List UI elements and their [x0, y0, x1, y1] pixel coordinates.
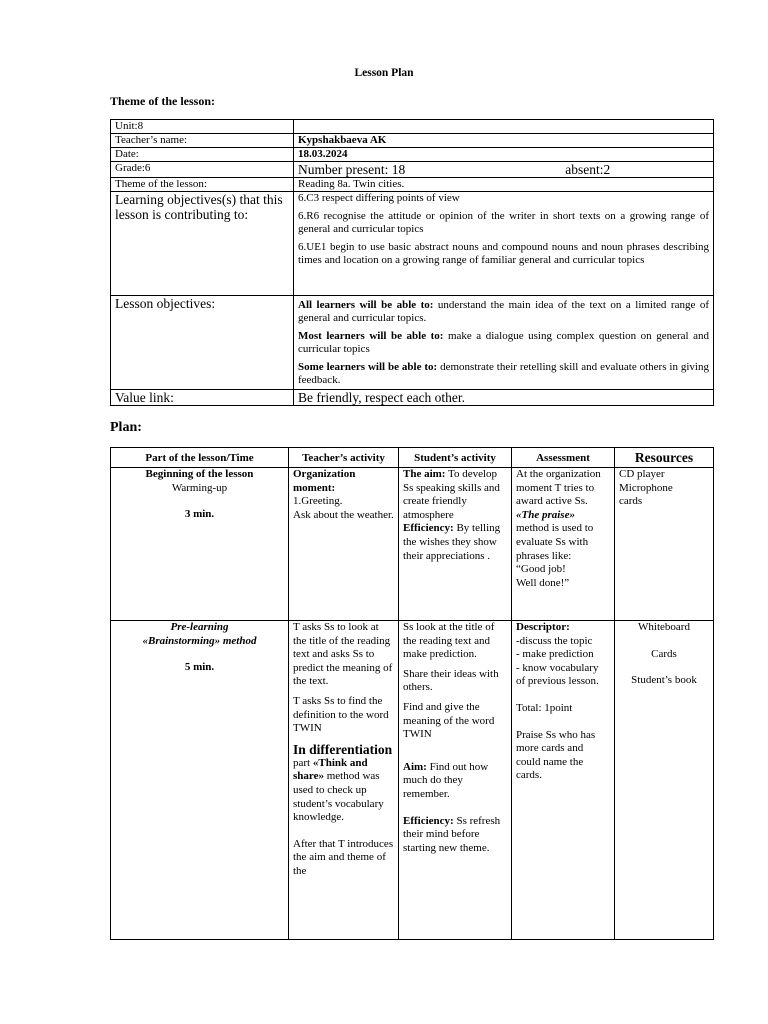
aim-label: Aim: — [403, 760, 427, 773]
plan-row-beginning — [111, 468, 714, 621]
resources-cell — [615, 468, 714, 621]
theme-row — [111, 178, 714, 192]
col-header-assessment: Assessment — [512, 448, 615, 468]
student-aim — [403, 468, 507, 522]
part-title: Beginning of the lesson — [145, 468, 254, 480]
student-efficiency — [403, 522, 507, 563]
teacher-activity-cell — [289, 621, 399, 940]
part-title: Pre-learning — [170, 621, 229, 633]
resource-item: Whiteboard — [638, 621, 690, 633]
objective-item: 6.UE1 begin to use basic abstract nouns and compound nouns and noun phrases describing times and location on a growing range of familiar general and curricular topics — [298, 241, 709, 266]
assessment-cell — [512, 621, 615, 940]
teacher-paragraph: After that T introduces the aim and theme of the — [293, 837, 394, 877]
all-learners — [298, 299, 709, 325]
lesson-info-table — [110, 119, 714, 406]
most-learners — [298, 330, 709, 356]
descriptor-item: - know vocabulary of previous lesson. — [516, 661, 599, 688]
most-learners-text: make a dialogue using complex question on general and curricular topics — [298, 330, 709, 355]
resource-item: Cards — [651, 647, 677, 660]
student-paragraph: Share their ideas with others. — [403, 667, 499, 694]
col-header-student: Student’s activity — [399, 448, 512, 468]
resource-item: Microphone — [619, 481, 673, 494]
part-cell — [111, 621, 289, 940]
grade-row — [111, 162, 714, 178]
plan-heading: Plan: — [110, 420, 142, 435]
part-subtitle: «Brainstorming» method — [142, 634, 257, 647]
date-row — [111, 148, 714, 162]
theme-label: Theme of the lesson: — [111, 178, 294, 192]
plan-row-pre-learning — [111, 621, 714, 940]
efficiency-text: Ss refresh their mind before starting new theme. — [403, 814, 501, 854]
resource-item: cards — [619, 495, 643, 508]
assessment-quote: “Good job! — [516, 563, 566, 576]
aim-text: Find out how much do they remember. — [403, 760, 489, 800]
aim-text: To develop Ss speaking skills and create friendly atmosphere — [403, 468, 500, 521]
all-learners-label: All learners will be able to: — [298, 299, 434, 311]
praise-note: Praise Ss who has more cards and could name the cards. — [516, 728, 596, 782]
theme-heading: Theme of the lesson: — [110, 94, 215, 108]
assessment-cell — [512, 468, 615, 621]
efficiency-label: Efficiency: — [403, 814, 454, 827]
part-time: 3 min. — [184, 508, 215, 521]
efficiency-label: Efficiency: — [403, 522, 454, 535]
assessment-quote: Well done!” — [516, 576, 570, 589]
lesson-objectives-cell — [294, 296, 714, 390]
student-activity-cell — [399, 621, 512, 940]
student-efficiency — [403, 815, 507, 856]
part-cell — [111, 468, 289, 621]
grade-label: Grade:6 — [111, 162, 294, 178]
plan-table — [110, 447, 714, 940]
think-share-method: «Think and share» — [293, 756, 368, 783]
student-paragraph: Ss look at the title of the reading text and make prediction. — [403, 621, 495, 661]
teacher-paragraph: T asks Ss to look at the title of the reading text and asks Ss to predict the meaning of the text. — [293, 621, 393, 688]
assessment-text: At the organization moment T tries to award active Ss. «The praise» method is used to evaluate Ss with phrases like: — [516, 468, 601, 562]
value-link-row — [111, 390, 714, 406]
learning-objectives-label: Learning objectives(s) that this lesson is contributing to: — [111, 192, 294, 296]
lesson-objectives-label: Lesson objectives: — [111, 296, 294, 390]
learning-objectives-cell — [294, 192, 714, 296]
absent-count: absent:2 — [565, 162, 611, 177]
teacher-label: Teacher’s name: — [111, 134, 294, 148]
teacher-row — [111, 134, 714, 148]
date-label: Date: — [111, 148, 294, 162]
teacher-activity-cell — [289, 468, 399, 621]
value-link-text: Be friendly, respect each other. — [294, 390, 714, 406]
teacher-value: Kypshakbaeva AK — [294, 134, 714, 148]
value-link-label: Value link: — [111, 390, 294, 406]
col-header-resources: Resources — [615, 448, 714, 468]
col-header-part: Part of the lesson/Time — [111, 448, 289, 468]
student-paragraph: Find and give the meaning of the word TWIN — [403, 700, 495, 741]
total-points: Total: 1point — [516, 701, 573, 714]
unit-row — [111, 120, 714, 134]
part-subtitle: Warming-up — [171, 481, 228, 494]
resource-item: CD player — [619, 468, 665, 480]
unit-cell: Unit:8 — [111, 120, 294, 134]
teacher-paragraph: T asks Ss to find the definition to the word TWIN — [293, 694, 389, 735]
resources-cell — [615, 621, 714, 940]
teacher-line: 1.Greeting. — [293, 495, 343, 508]
plan-header-row — [111, 448, 714, 468]
efficiency-text: By telling the wishes they show their appreciations . — [403, 522, 501, 562]
resource-item: Student’s book — [631, 674, 697, 687]
learning-objectives-row — [111, 192, 714, 296]
student-activity-cell — [399, 468, 512, 621]
lesson-objectives-row — [111, 296, 714, 390]
attendance-cell — [294, 162, 714, 178]
some-learners — [298, 361, 709, 387]
theme-value: Reading 8a. Twin cities. — [294, 178, 714, 192]
col-header-teacher: Teacher’s activity — [289, 448, 399, 468]
teacher-heading: Organization moment: — [293, 468, 356, 494]
descriptor-item: - make prediction — [516, 648, 594, 661]
document-title: Lesson Plan — [354, 67, 414, 79]
teacher-paragraph: part «Think and share» method was used to check up student’s vocabulary knowledge. — [293, 756, 384, 824]
differentiation-heading: In differentiation — [293, 741, 393, 757]
unit-value-cell — [294, 120, 714, 134]
aim-label: The aim: — [403, 468, 446, 480]
student-aim — [403, 761, 507, 802]
some-learners-text: demonstrate their retelling skill and evaluate others in giving feedback. — [298, 361, 709, 386]
some-learners-label: Some learners will be able to: — [298, 361, 438, 373]
objective-item: 6.R6 recognise the attitude or opinion of the writer in short texts on a growing range of general and curricular topics — [298, 210, 709, 235]
all-learners-text: understand the main idea of the text on a limited range of general and curricular topics. — [298, 299, 709, 324]
number-present: Number present: 18 — [298, 162, 406, 177]
teacher-line: Ask about the weather. — [293, 508, 394, 521]
date-value: 18.03.2024 — [294, 148, 714, 162]
descriptor-item: -discuss the topic — [516, 634, 593, 647]
objective-item: 6.C3 respect differing points of view — [298, 192, 460, 204]
praise-method: «The praise» — [516, 508, 575, 521]
descriptor-label: Descriptor: — [516, 621, 570, 633]
part-time: 5 min. — [184, 661, 215, 674]
most-learners-label: Most learners will be able to: — [298, 330, 444, 342]
